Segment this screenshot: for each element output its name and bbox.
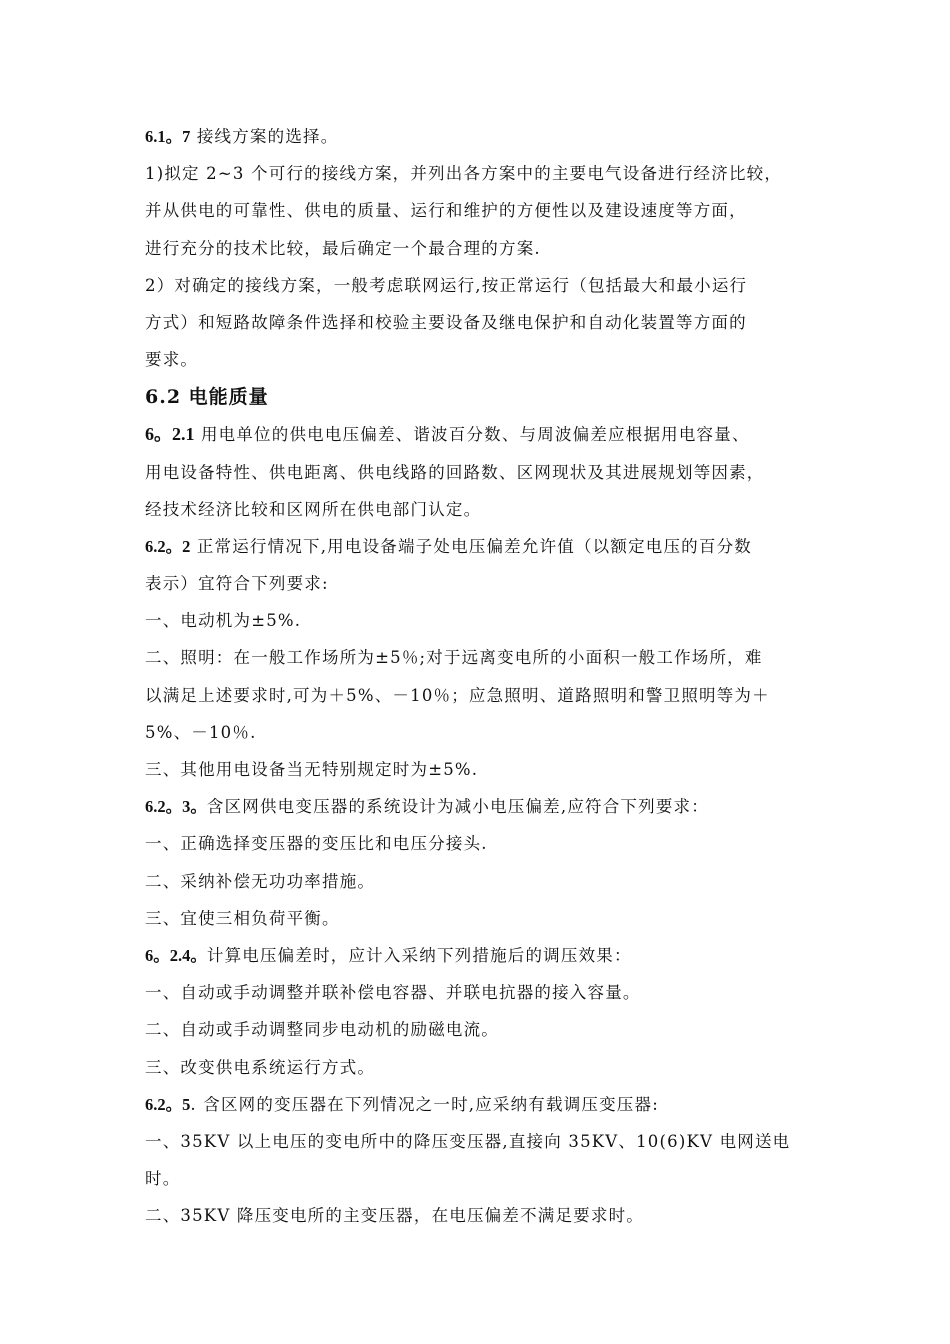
clause-number: 6。2.4。 (145, 945, 207, 965)
paragraph-line: 2）对确定的接线方案，一般考虑联网运行,按正常运行（包括最大和最小运行 (145, 275, 748, 295)
list-item: 二、照明：在一般工作场所为±5％;对于远离变电所的小面积一般工作场所，难 (145, 648, 763, 668)
clause-text: 计算电压偏差时，应计入采纳下列措施后的调压效果： (206, 945, 632, 965)
list-item: 三、宜使三相负荷平衡。 (145, 908, 340, 928)
clause-6-2-2 (145, 528, 825, 565)
list-item: 一、自动或手动调整并联补偿电容器、并联电抗器的接入容量。 (145, 983, 641, 1003)
clause-text: 含区网供电变压器的系统设计为减小电压偏差,应符合下列要求： (206, 797, 709, 817)
paragraph-line: 用电设备特性、供电距离、供电线路的回路数、区网现状及其进展规划等因素， (145, 462, 765, 482)
paragraph-line: 表示）宜符合下列要求: (145, 574, 329, 594)
clause-number: 6。2.1 (145, 424, 195, 445)
clause-text: 正常运行情况下,用电设备端子处电压偏差允许值（以额定电压的百分数 (190, 536, 752, 556)
clause-text: . 含区网的变压器在下列情况之一时,应采纳有载调压变压器: (190, 1094, 659, 1114)
paragraph-line: 1)拟定 2~3 个可行的接线方案，并列出各方案中的主要电气设备进行经济比较， (145, 164, 783, 184)
list-item: 一、35KV 以上电压的变电所中的降压变压器,直接向 35KV、10(6)KV 电网送电 (145, 1131, 791, 1151)
clause-number: 6.1。7 (145, 127, 191, 146)
clause-6-1-7 (145, 118, 825, 155)
clause-text: 接线方案的选择。 (190, 127, 339, 146)
list-item: 三、改变供电系统运行方式。 (145, 1057, 376, 1077)
paragraph-line: 时。 (145, 1169, 181, 1189)
list-item: 一、正确选择变压器的变压比和电压分接头. (145, 834, 488, 854)
paragraph-line: 5%、－10％. (145, 722, 257, 742)
paragraph-line: 并从供电的可靠性、供电的质量、运行和维护的方便性以及建设速度等方面， (145, 201, 747, 221)
clause-text: 用电单位的供电电压偏差、谐波百分数、与周波偏差应根据用电容量、 (194, 425, 750, 445)
clause-number: 6.2。3。 (145, 797, 207, 817)
list-item: 三、其他用电设备当无特别规定时为±5%. (145, 760, 479, 779)
list-item: 二、35KV 降压变电所的主变压器，在电压偏差不满足要求时。 (145, 1206, 644, 1226)
paragraph-line: 方式）和短路故障条件选择和校验主要设备及继电保护和自动化装置等方面的 (145, 312, 747, 332)
list-item: 一、电动机为±5%. (145, 611, 302, 631)
clause-number: 6.2。2 (145, 536, 191, 556)
document-body (145, 118, 825, 1234)
paragraph-line: 经技术经济比较和区网所在供电部门认定。 (145, 499, 482, 519)
list-item: 二、自动或手动调整同步电动机的励磁电流。 (145, 1020, 499, 1040)
clause-6-2-5 (145, 1086, 825, 1123)
section-heading: 6.2 电能质量 (145, 386, 269, 409)
paragraph-line: 进行充分的技术比较，最后确定一个最合理的方案. (145, 238, 541, 258)
clause-6-2-3 (145, 788, 825, 825)
clause-6-2-1 (145, 416, 825, 453)
paragraph-line: 要求。 (145, 350, 199, 370)
clause-number: 6.2。5 (145, 1094, 191, 1114)
clause-6-2-4 (145, 937, 825, 974)
list-item: 二、采纳补偿无功功率措施。 (145, 871, 376, 891)
paragraph-line: 以满足上述要求时,可为＋5%、－10％；应急照明、道路照明和警卫照明等为＋ (145, 685, 770, 705)
